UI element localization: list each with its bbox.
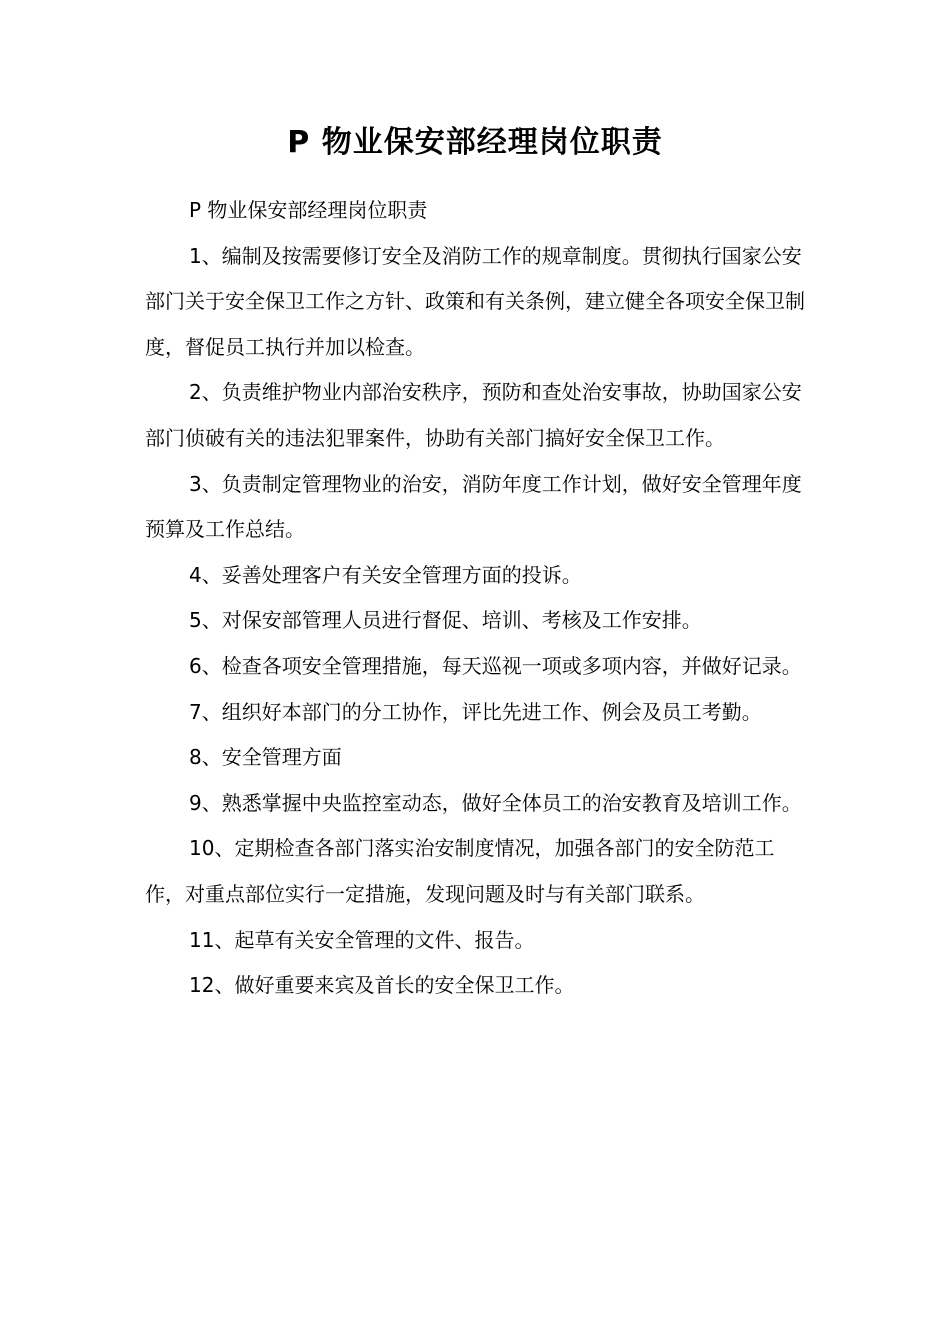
duty-paragraph-5: 5、对保安部管理人员进行督促、培训、考核及工作安排。 (189, 608, 702, 633)
duty-paragraph-8: 8、安全管理方面 (189, 745, 342, 770)
document-title: P 物业保安部经理岗位职责 (287, 125, 663, 160)
duty-paragraph-2: 2、负责维护物业内部治安秩序，预防和查处治安事故，协助国家公安部门侦破有关的违法犯罪案件，协助有关部门搞好安全保卫工作。 (145, 380, 802, 450)
duty-paragraph-6: 6、检查各项安全管理措施，每天巡视一项或多项内容，并做好记录。 (189, 653, 802, 678)
duty-paragraph-9: 9、熟悉掌握中央监控室动态，做好全体员工的治安教育及培训工作。 (189, 790, 802, 815)
duty-paragraph-12: 12、做好重要来宾及首长的安全保卫工作。 (189, 973, 575, 998)
duty-paragraph-1: 1、编制及按需要修订安全及消防工作的规章制度。贯彻执行国家公安部门关于安全保卫工作之方针、政策和有关条例，建立健全各项安全保卫制度，督促员工执行并加以检查。 (145, 243, 805, 359)
duty-paragraph-10: 10、定期检查各部门落实治安制度情况，加强各部门的安全防范工作，对重点部位实行一定措施，发现问题及时与有关部门联系。 (145, 836, 775, 906)
document-body (145, 188, 810, 1009)
duty-paragraph-11: 11、起草有关安全管理的文件、报告。 (189, 927, 535, 952)
duty-paragraph-3: 3、负责制定管理物业的治安，消防年度工作计划，做好安全管理年度预算及工作总结。 (145, 471, 802, 542)
duty-paragraph-4: 4、妥善处理客户有关安全管理方面的投诉。 (189, 562, 582, 587)
document-subtitle: P 物业保安部经理岗位职责 (189, 198, 428, 222)
duty-paragraph-7: 7、组织好本部门的分工协作，评比先进工作、例会及员工考勤。 (189, 699, 762, 724)
